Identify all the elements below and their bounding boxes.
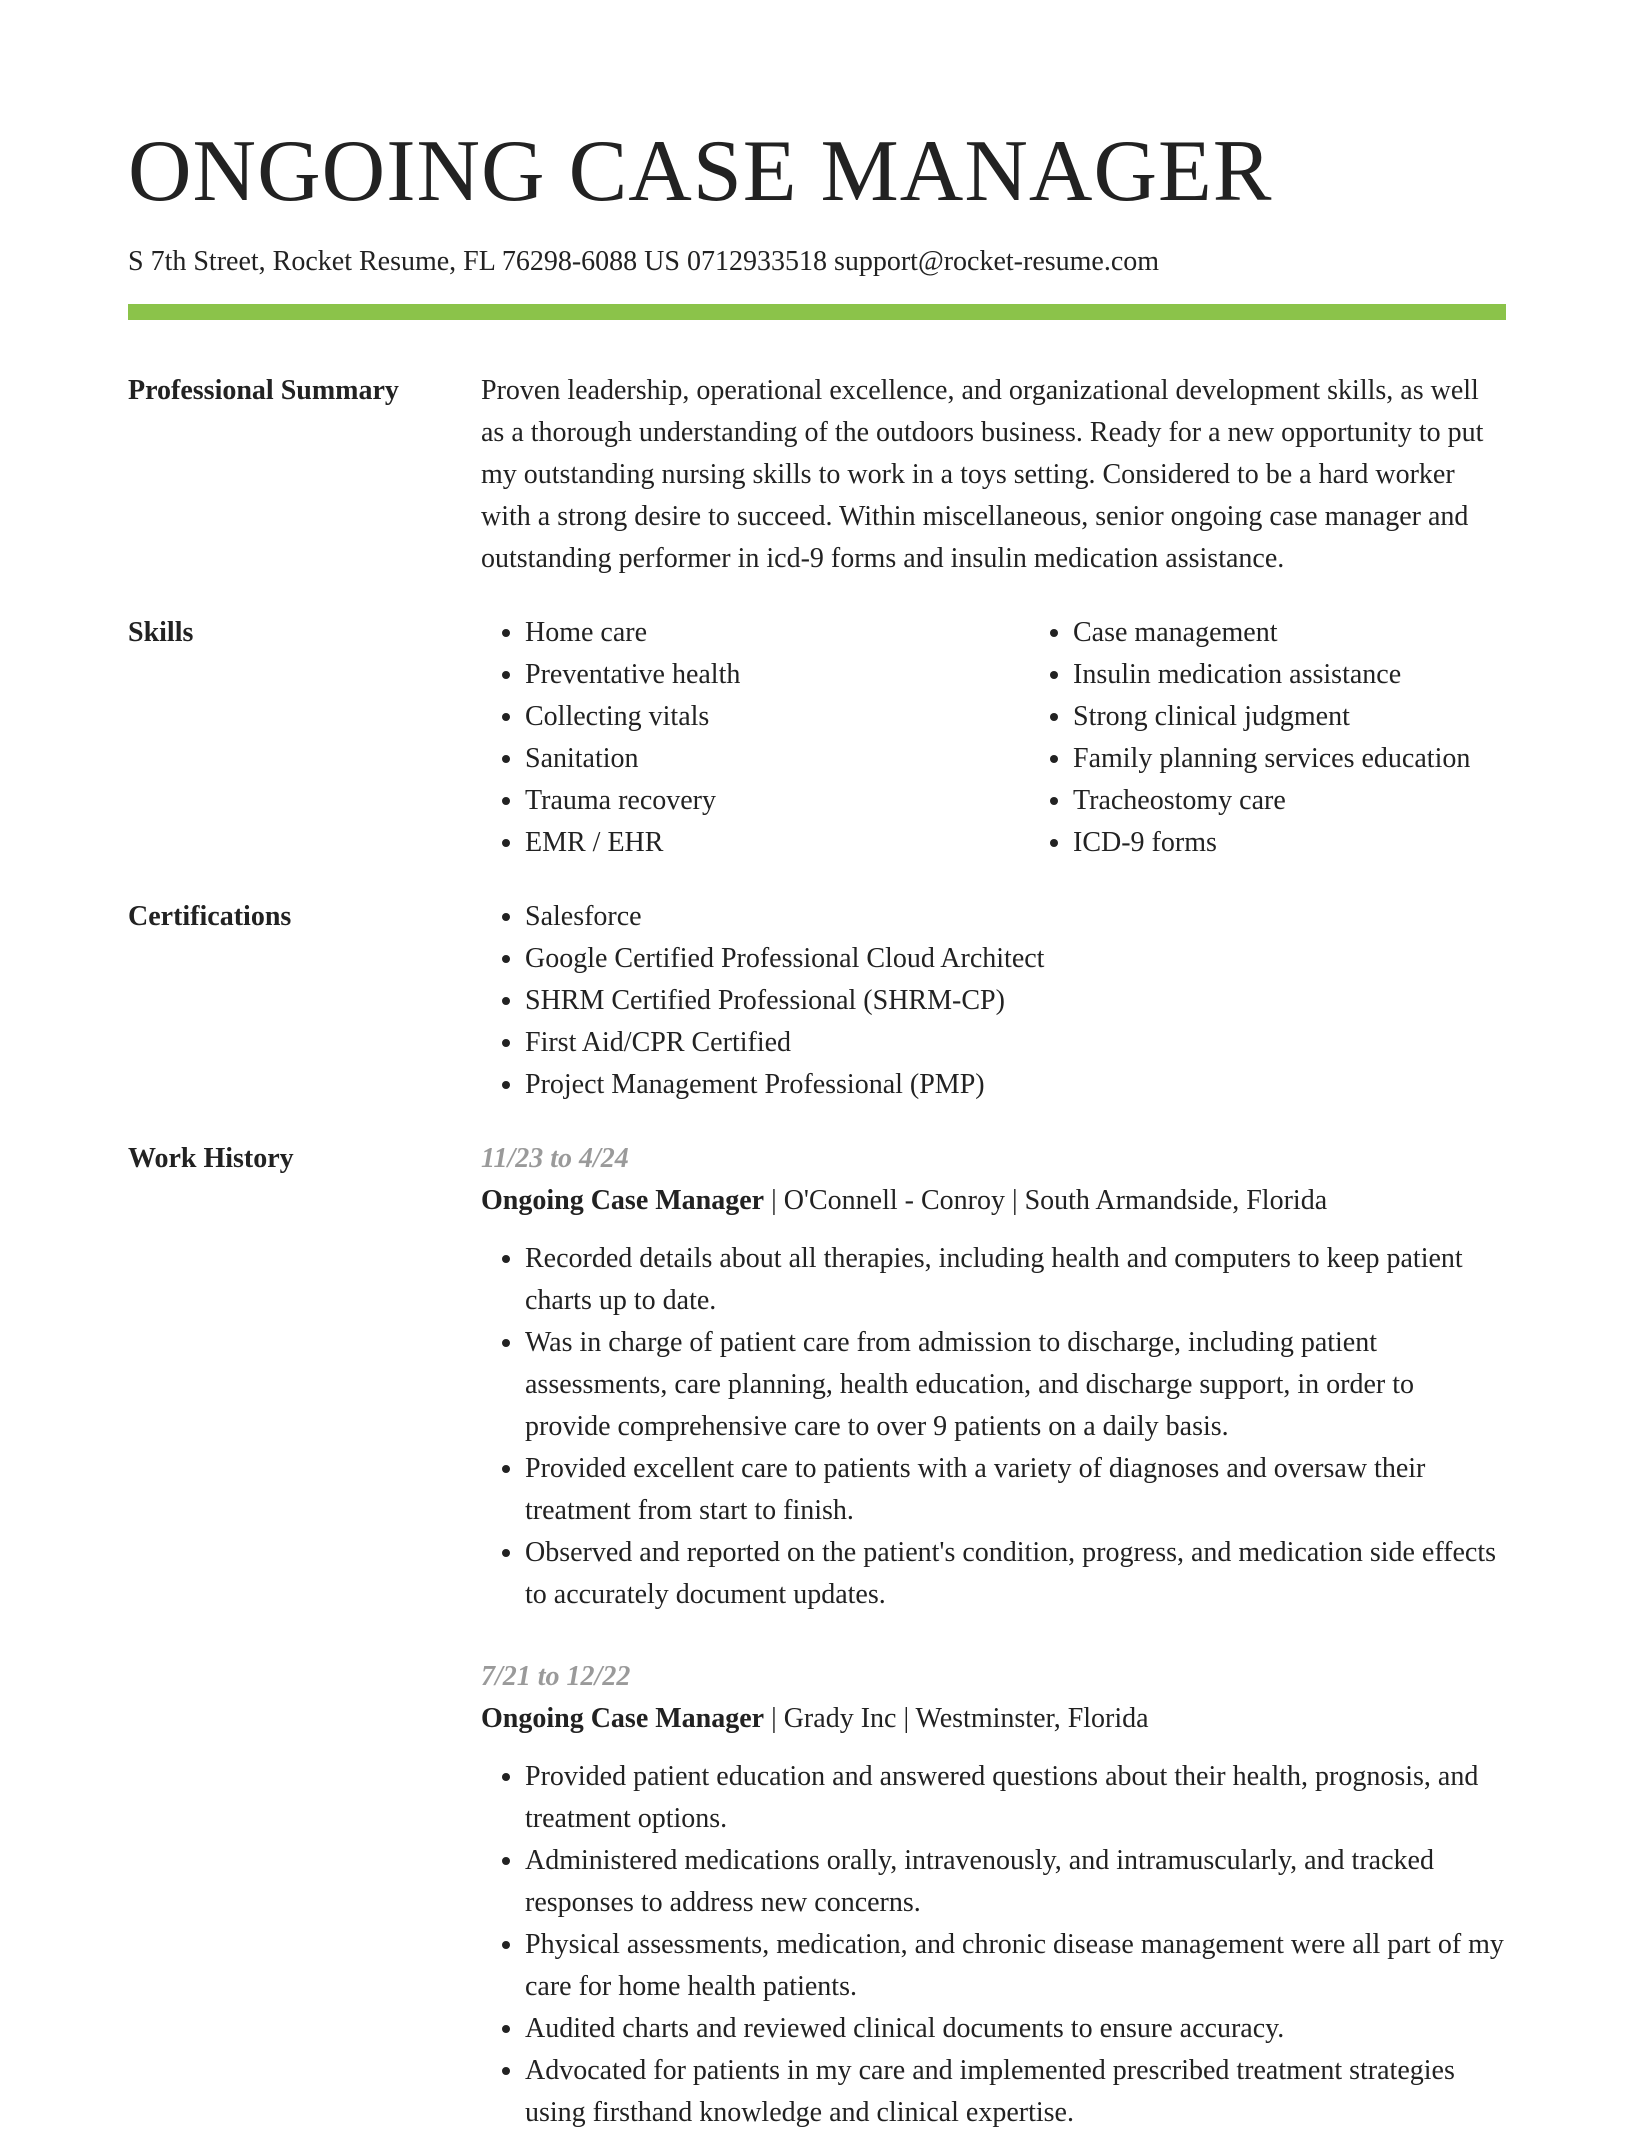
skill-item: • Collecting vitals [525, 696, 985, 738]
skill-item: • Family planning services education [1073, 738, 1533, 780]
job-dates: 11/23 to 4/24 [481, 1143, 629, 1174]
skills-section [128, 612, 1506, 864]
skill-item: • Trauma recovery [525, 780, 985, 822]
skill-item: • Insulin medication assistance [1073, 654, 1533, 696]
certifications-body [481, 896, 1506, 1106]
job-bullet: • Recorded details about all therapies, including health and computers to keep patient charts up to date. [525, 1238, 1506, 1322]
skill-item: • Tracheostomy care [1073, 780, 1533, 822]
summary-heading: Professional Summary [128, 375, 399, 406]
work-history-body [481, 1138, 1506, 2134]
accent-divider [128, 304, 1506, 320]
work-history-section [128, 1138, 1506, 2134]
summary-text: Proven leadership, operational excellence, and organizational development skills, as well as a thorough understanding of the outdoors business. Ready for a new opportunity to put my outstanding nursing skills to work in a toys setting. Considered to be a hard worker with a strong desire to succeed. Within miscellaneous, senior ongoing case manager and outstanding performer in icd-9 forms and insulin medication assistance. [481, 375, 1484, 574]
certification-item: • Salesforce [525, 896, 1506, 938]
contact-email: support@rocket-resume.com [833, 246, 1160, 277]
resume-page [128, 112, 1506, 2134]
job-employer-location: | O'Connell - Conroy | South Armandside, Florida [771, 1185, 1328, 1216]
job-title-line [481, 1698, 1506, 1740]
skill-item: • Home care [525, 612, 985, 654]
skill-item: • Sanitation [525, 738, 985, 780]
certification-item: • SHRM Certified Professional (SHRM-CP) [525, 980, 1506, 1022]
certification-item: • Project Management Professional (PMP) [525, 1064, 1506, 1106]
skill-item: • EMR / EHR [525, 822, 985, 864]
skill-item: • Strong clinical judgment [1073, 696, 1533, 738]
job-bullet: • Provided excellent care to patients with a variety of diagnoses and oversaw their treatment from start to finish. [525, 1448, 1506, 1532]
job-entry [481, 1656, 1506, 2134]
contact-address: S 7th Street, Rocket Resume, FL 76298-6088 US [128, 246, 680, 277]
job-employer-location: | Grady Inc | Westminster, Florida [771, 1703, 1149, 1734]
skill-item: • Case management [1073, 612, 1533, 654]
summary-section [128, 370, 1506, 580]
skills-heading: Skills [128, 617, 194, 648]
job-bullet: • Administered medications orally, intravenously, and intramuscularly, and tracked responses to address new concerns. [525, 1840, 1506, 1924]
job-dates: 7/21 to 12/22 [481, 1661, 631, 1692]
contact-phone: 0712933518 [686, 246, 827, 277]
job-bullet: • Observed and reported on the patient's condition, progress, and medication side effects to accurately document updates. [525, 1532, 1506, 1616]
contact-line [128, 242, 1506, 282]
job-bullet: • Physical assessments, medication, and chronic disease management were all part of my care for home health patients. [525, 1924, 1506, 2008]
job-entry [481, 1138, 1506, 1616]
skills-list-right [1029, 612, 1533, 864]
certifications-heading: Certifications [128, 901, 292, 932]
skills-list-left [481, 612, 985, 864]
certifications-section [128, 896, 1506, 1106]
job-bullet: • Was in charge of patient care from admission to discharge, including patient assessments, care planning, health education, and discharge support, in order to provide comprehensive care to over 9 patients on a daily basis. [525, 1322, 1506, 1448]
work-history-heading: Work History [128, 1143, 294, 1174]
job-bullet: • Audited charts and reviewed clinical documents to ensure accuracy. [525, 2008, 1506, 2050]
skill-item: • Preventative health [525, 654, 985, 696]
job-bullet: • Provided patient education and answered questions about their health, prognosis, and treatment options. [525, 1756, 1506, 1840]
job-bullet: • Advocated for patients in my care and implemented prescribed treatment strategies using firsthand knowledge and clinical expertise. [525, 2050, 1506, 2134]
certifications-list [481, 896, 1506, 1106]
job-title: Ongoing Case Manager [481, 1185, 765, 1216]
certification-item: • First Aid/CPR Certified [525, 1022, 1506, 1064]
skill-item: • ICD-9 forms [1073, 822, 1533, 864]
job-bullets [481, 1238, 1506, 1616]
job-title: Ongoing Case Manager [481, 1703, 765, 1734]
resume-name: ONGOING CASE MANAGER [128, 123, 1273, 220]
skills-columns [481, 612, 1506, 864]
job-title-line [481, 1180, 1506, 1222]
job-bullets [481, 1756, 1506, 2134]
certification-item: • Google Certified Professional Cloud Architect [525, 938, 1506, 980]
